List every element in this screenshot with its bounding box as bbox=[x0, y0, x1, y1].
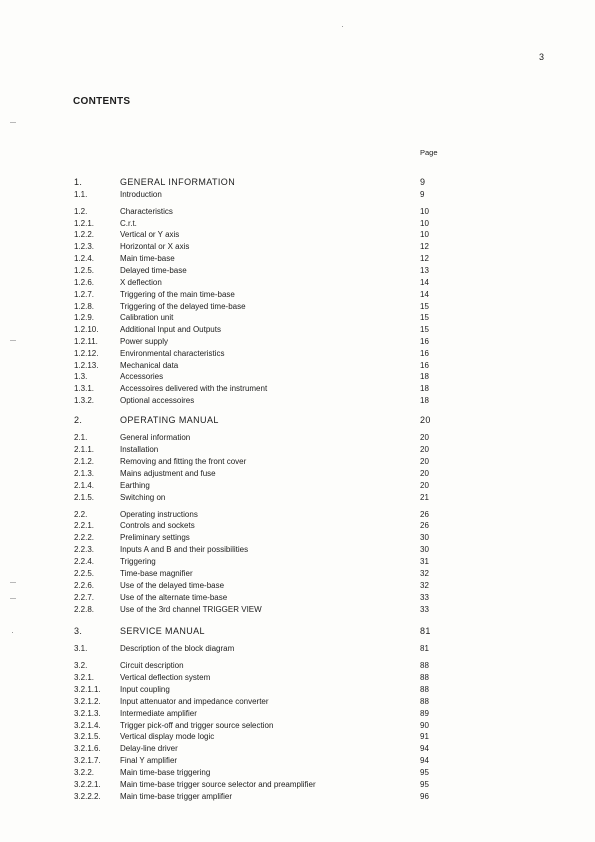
toc-entry-title: Introduction bbox=[120, 190, 162, 199]
toc-entry-number: 1.2.2. bbox=[74, 230, 95, 239]
toc-entry-number: 2.1.2. bbox=[74, 457, 95, 466]
toc-entry-page: 88 bbox=[420, 685, 429, 694]
toc-entry bbox=[0, 371, 595, 382]
toc-entry bbox=[0, 767, 595, 778]
toc-entry-number: 3.2.1.6. bbox=[74, 744, 101, 753]
toc-entry bbox=[0, 241, 595, 252]
toc-entry-number: 2. bbox=[74, 415, 83, 425]
toc-entry-page: 94 bbox=[420, 744, 429, 753]
toc-entry-number: 3.2.1.3. bbox=[74, 709, 101, 718]
toc-entry-number: 3.2.1.5. bbox=[74, 732, 101, 741]
toc-entry-title: Horizontal or X axis bbox=[120, 242, 190, 251]
toc-entry bbox=[0, 492, 595, 503]
toc-entry-title: Triggering of the delayed time-base bbox=[120, 302, 246, 311]
toc-entry-title: Trigger pick-off and trigger source selection bbox=[120, 721, 274, 730]
toc-entry-page: 15 bbox=[420, 302, 429, 311]
toc-entry-number: 1.2.8. bbox=[74, 302, 95, 311]
toc-entry-page: 15 bbox=[420, 313, 429, 322]
toc-entry-number: 1.2.5. bbox=[74, 266, 95, 275]
toc-entry-title: C.r.t. bbox=[120, 219, 137, 228]
toc-entry-title: Delay-line driver bbox=[120, 744, 178, 753]
toc-entry-title: Mains adjustment and fuse bbox=[120, 469, 216, 478]
toc-entry-title: Removing and fitting the front cover bbox=[120, 457, 247, 466]
toc-entry-number: 1.2.12. bbox=[74, 349, 99, 358]
toc-entry bbox=[0, 468, 595, 479]
toc-entry bbox=[0, 444, 595, 455]
toc-entry bbox=[0, 791, 595, 802]
toc-entry-title: Use of the 3rd channel TRIGGER VIEW bbox=[120, 605, 262, 614]
contents-heading: CONTENTS bbox=[73, 96, 131, 107]
toc-entry-page: 31 bbox=[420, 557, 429, 566]
toc-entry-title: Controls and sockets bbox=[120, 521, 195, 530]
toc-entry bbox=[0, 348, 595, 359]
toc-entry-page: 88 bbox=[420, 661, 429, 670]
toc-entry-title: Main time-base trigger source selector and preamplifier bbox=[120, 780, 316, 789]
toc-entry-page: 9 bbox=[420, 190, 425, 199]
toc-entry-page: 88 bbox=[420, 673, 429, 682]
toc-entry-page: 89 bbox=[420, 709, 429, 718]
toc-entry-page: 20 bbox=[420, 469, 429, 478]
toc-entry-number: 3.2.1. bbox=[74, 673, 95, 682]
toc-entry bbox=[0, 229, 595, 240]
toc-entry bbox=[0, 580, 595, 591]
toc-entry-number: 2.2.6. bbox=[74, 581, 95, 590]
toc-entry-page: 18 bbox=[420, 372, 429, 381]
toc-entry-number: 2.2. bbox=[74, 510, 88, 519]
toc-entry-number: 1.2.1. bbox=[74, 219, 95, 228]
toc-entry-page: 26 bbox=[420, 510, 429, 519]
toc-entry-page: 18 bbox=[420, 396, 429, 405]
toc-entry bbox=[0, 684, 595, 695]
page-column-header: Page bbox=[420, 148, 438, 157]
toc-entry-title: Accessories bbox=[120, 372, 164, 381]
toc-entry-page: 12 bbox=[420, 242, 429, 251]
toc-entry-number: 1.2.4. bbox=[74, 254, 95, 263]
toc-entry-page: 21 bbox=[420, 493, 429, 502]
toc-entry-title: OPERATING MANUAL bbox=[120, 415, 219, 425]
toc-entry-page: 16 bbox=[420, 337, 429, 346]
toc-entry bbox=[0, 696, 595, 707]
toc-entry-title: Circuit description bbox=[120, 661, 184, 670]
toc-entry-title: Use of the delayed time-base bbox=[120, 581, 225, 590]
toc-entry bbox=[0, 324, 595, 335]
toc-entry-number: 2.1.4. bbox=[74, 481, 95, 490]
toc-entry bbox=[0, 415, 595, 426]
toc-entry-page: 32 bbox=[420, 581, 429, 590]
toc-entry-page: 26 bbox=[420, 521, 429, 530]
toc-entry-page: 20 bbox=[420, 481, 429, 490]
toc-entry-page: 94 bbox=[420, 756, 429, 765]
scan-speck bbox=[342, 26, 343, 27]
toc-entry-page: 9 bbox=[420, 177, 426, 187]
toc-entry-number: 1.2.3. bbox=[74, 242, 95, 251]
toc-entry-number: 1.2.10. bbox=[74, 325, 99, 334]
toc-entry-title: Main time-base bbox=[120, 254, 175, 263]
toc-entry bbox=[0, 720, 595, 731]
toc-entry-title: Accessoires delivered with the instrument bbox=[120, 384, 268, 393]
toc-entry bbox=[0, 708, 595, 719]
toc-entry bbox=[0, 456, 595, 467]
toc-entry bbox=[0, 395, 595, 406]
toc-entry-title: Final Y amplifier bbox=[120, 756, 178, 765]
toc-entry-title: Characteristics bbox=[120, 207, 173, 216]
toc-entry bbox=[0, 592, 595, 603]
toc-entry-page: 32 bbox=[420, 569, 429, 578]
toc-entry-title: Preliminary settings bbox=[120, 533, 190, 542]
toc-entry-page: 33 bbox=[420, 605, 429, 614]
margin-mark bbox=[10, 598, 16, 599]
toc-entry bbox=[0, 568, 595, 579]
margin-mark bbox=[10, 582, 16, 583]
margin-mark bbox=[10, 340, 16, 341]
toc-entry-title: General information bbox=[120, 433, 191, 442]
toc-entry-page: 96 bbox=[420, 792, 429, 801]
toc-entry-title: Main time-base triggering bbox=[120, 768, 211, 777]
toc-entry bbox=[0, 731, 595, 742]
toc-entry-page: 91 bbox=[420, 732, 429, 741]
toc-entry-title: Input attenuator and impedance converter bbox=[120, 697, 269, 706]
toc-entry-number: 1.2.6. bbox=[74, 278, 95, 287]
toc-entry-page: 81 bbox=[420, 644, 429, 653]
toc-entry-number: 1.3. bbox=[74, 372, 88, 381]
toc-entry-title: Main time-base trigger amplifier bbox=[120, 792, 233, 801]
toc-entry-title: Triggering bbox=[120, 557, 156, 566]
scan-speck bbox=[12, 632, 13, 633]
toc-entry-page: 88 bbox=[420, 697, 429, 706]
toc-entry-number: 3. bbox=[74, 626, 83, 636]
toc-entry bbox=[0, 206, 595, 217]
toc-entry bbox=[0, 432, 595, 443]
toc-entry-number: 1.3.2. bbox=[74, 396, 95, 405]
toc-entry-number: 3.1. bbox=[74, 644, 88, 653]
toc-entry bbox=[0, 312, 595, 323]
toc-entry-page: 33 bbox=[420, 593, 429, 602]
toc-entry-number: 1.2.11. bbox=[74, 337, 98, 346]
toc-entry bbox=[0, 189, 595, 200]
toc-entry-page: 10 bbox=[420, 230, 429, 239]
toc-entry-page: 16 bbox=[420, 349, 429, 358]
toc-entry-title: GENERAL INFORMATION bbox=[120, 177, 236, 187]
toc-entry-title: Mechanical data bbox=[120, 361, 179, 370]
toc-entry bbox=[0, 265, 595, 276]
toc-entry-page: 12 bbox=[420, 254, 429, 263]
toc-entry-title: Input coupling bbox=[120, 685, 170, 694]
toc-entry-page: 30 bbox=[420, 533, 429, 542]
toc-entry bbox=[0, 660, 595, 671]
margin-mark bbox=[10, 122, 16, 123]
toc-entry-title: Vertical deflection system bbox=[120, 673, 211, 682]
toc-entry-page: 90 bbox=[420, 721, 429, 730]
toc-entry-title: Delayed time-base bbox=[120, 266, 187, 275]
toc-entry-number: 3.2.1.7. bbox=[74, 756, 101, 765]
toc-entry-title: Switching on bbox=[120, 493, 166, 502]
toc-entry bbox=[0, 301, 595, 312]
toc-entry bbox=[0, 643, 595, 654]
toc-entry bbox=[0, 289, 595, 300]
toc-entry-title: Additional Input and Outputs bbox=[120, 325, 221, 334]
toc-entry-number: 3.2.2.2. bbox=[74, 792, 101, 801]
toc-entry-number: 3.2.1.2. bbox=[74, 697, 101, 706]
toc-entry bbox=[0, 218, 595, 229]
toc-entry bbox=[0, 520, 595, 531]
toc-entry-number: 3.2.1.4. bbox=[74, 721, 101, 730]
toc-entry-number: 3.2.2. bbox=[74, 768, 95, 777]
toc-entry bbox=[0, 480, 595, 491]
toc-entry-number: 1.2.7. bbox=[74, 290, 95, 299]
toc-entry bbox=[0, 253, 595, 264]
toc-entry-number: 3.2. bbox=[74, 661, 88, 670]
toc-entry-number: 1.3.1. bbox=[74, 384, 95, 393]
toc-entry-title: Inputs A and B and their possibilities bbox=[120, 545, 249, 554]
toc-entry bbox=[0, 743, 595, 754]
toc-entry-title: Environmental characteristics bbox=[120, 349, 225, 358]
toc-entry-page: 15 bbox=[420, 325, 429, 334]
toc-entry bbox=[0, 509, 595, 520]
toc-entry-title: Installation bbox=[120, 445, 159, 454]
toc-entry-number: 1.2. bbox=[74, 207, 88, 216]
toc-entry-number: 1.2.13. bbox=[74, 361, 99, 370]
toc-entry-page: 20 bbox=[420, 433, 429, 442]
toc-entry-title: Description of the block diagram bbox=[120, 644, 235, 653]
toc-entry-title: Power supply bbox=[120, 337, 169, 346]
toc-entry-title: Triggering of the main time-base bbox=[120, 290, 235, 299]
toc-entry bbox=[0, 277, 595, 288]
toc-entry-title: Earthing bbox=[120, 481, 150, 490]
toc-entry-number: 3.2.1.1. bbox=[74, 685, 101, 694]
toc-entry-title: SERVICE MANUAL bbox=[120, 626, 205, 636]
toc-entry-title: Operating instructions bbox=[120, 510, 198, 519]
toc-entry-number: 1. bbox=[74, 177, 83, 187]
toc-entry bbox=[0, 336, 595, 347]
toc-entry bbox=[0, 672, 595, 683]
toc-entry-title: Use of the alternate time-base bbox=[120, 593, 228, 602]
toc-entry bbox=[0, 626, 595, 637]
toc-entry-page: 18 bbox=[420, 384, 429, 393]
page-number: 3 bbox=[539, 52, 545, 62]
toc-entry-page: 10 bbox=[420, 219, 429, 228]
toc-entry-number: 2.2.1. bbox=[74, 521, 95, 530]
toc-entry-title: Intermediate amplifier bbox=[120, 709, 197, 718]
toc-entry-page: 13 bbox=[420, 266, 429, 275]
toc-entry-page: 16 bbox=[420, 361, 429, 370]
toc-entry-page: 14 bbox=[420, 278, 429, 287]
toc-entry-number: 2.2.5. bbox=[74, 569, 95, 578]
toc-entry-page: 14 bbox=[420, 290, 429, 299]
toc-entry-number: 2.1.5. bbox=[74, 493, 95, 502]
toc-entry-page: 20 bbox=[420, 457, 429, 466]
toc-entry-title: Time-base magnifier bbox=[120, 569, 193, 578]
toc-entry bbox=[0, 556, 595, 567]
toc-entry-number: 2.2.3. bbox=[74, 545, 95, 554]
toc-entry-number: 2.1.3. bbox=[74, 469, 95, 478]
toc-entry bbox=[0, 177, 595, 188]
toc-entry-number: 3.2.2.1. bbox=[74, 780, 101, 789]
toc-entry bbox=[0, 779, 595, 790]
toc-entry-number: 2.2.8. bbox=[74, 605, 95, 614]
toc-entry-page: 95 bbox=[420, 768, 429, 777]
toc-entry-page: 20 bbox=[420, 415, 431, 425]
toc-entry bbox=[0, 383, 595, 394]
toc-entry-title: Vertical display mode logic bbox=[120, 732, 215, 741]
toc-entry-number: 1.1. bbox=[74, 190, 88, 199]
toc-entry bbox=[0, 604, 595, 615]
toc-entry-title: Optional accessoires bbox=[120, 396, 195, 405]
toc-entry bbox=[0, 532, 595, 543]
toc-entry-number: 2.2.2. bbox=[74, 533, 95, 542]
toc-entry-title: X deflection bbox=[120, 278, 162, 287]
toc-entry-title: Vertical or Y axis bbox=[120, 230, 180, 239]
toc-entry-page: 20 bbox=[420, 445, 429, 454]
toc-entry-number: 1.2.9. bbox=[74, 313, 95, 322]
toc-entry-number: 2.2.7. bbox=[74, 593, 95, 602]
toc-entry bbox=[0, 544, 595, 555]
toc-entry-number: 2.1.1. bbox=[74, 445, 95, 454]
toc-entry-page: 30 bbox=[420, 545, 429, 554]
toc-entry bbox=[0, 360, 595, 371]
toc-entry bbox=[0, 755, 595, 766]
toc-entry-page: 10 bbox=[420, 207, 429, 216]
toc-entry-page: 95 bbox=[420, 780, 429, 789]
toc-entry-number: 2.2.4. bbox=[74, 557, 95, 566]
toc-entry-number: 2.1. bbox=[74, 433, 88, 442]
toc-entry-page: 81 bbox=[420, 626, 431, 636]
toc-entry-title: Calibration unit bbox=[120, 313, 174, 322]
